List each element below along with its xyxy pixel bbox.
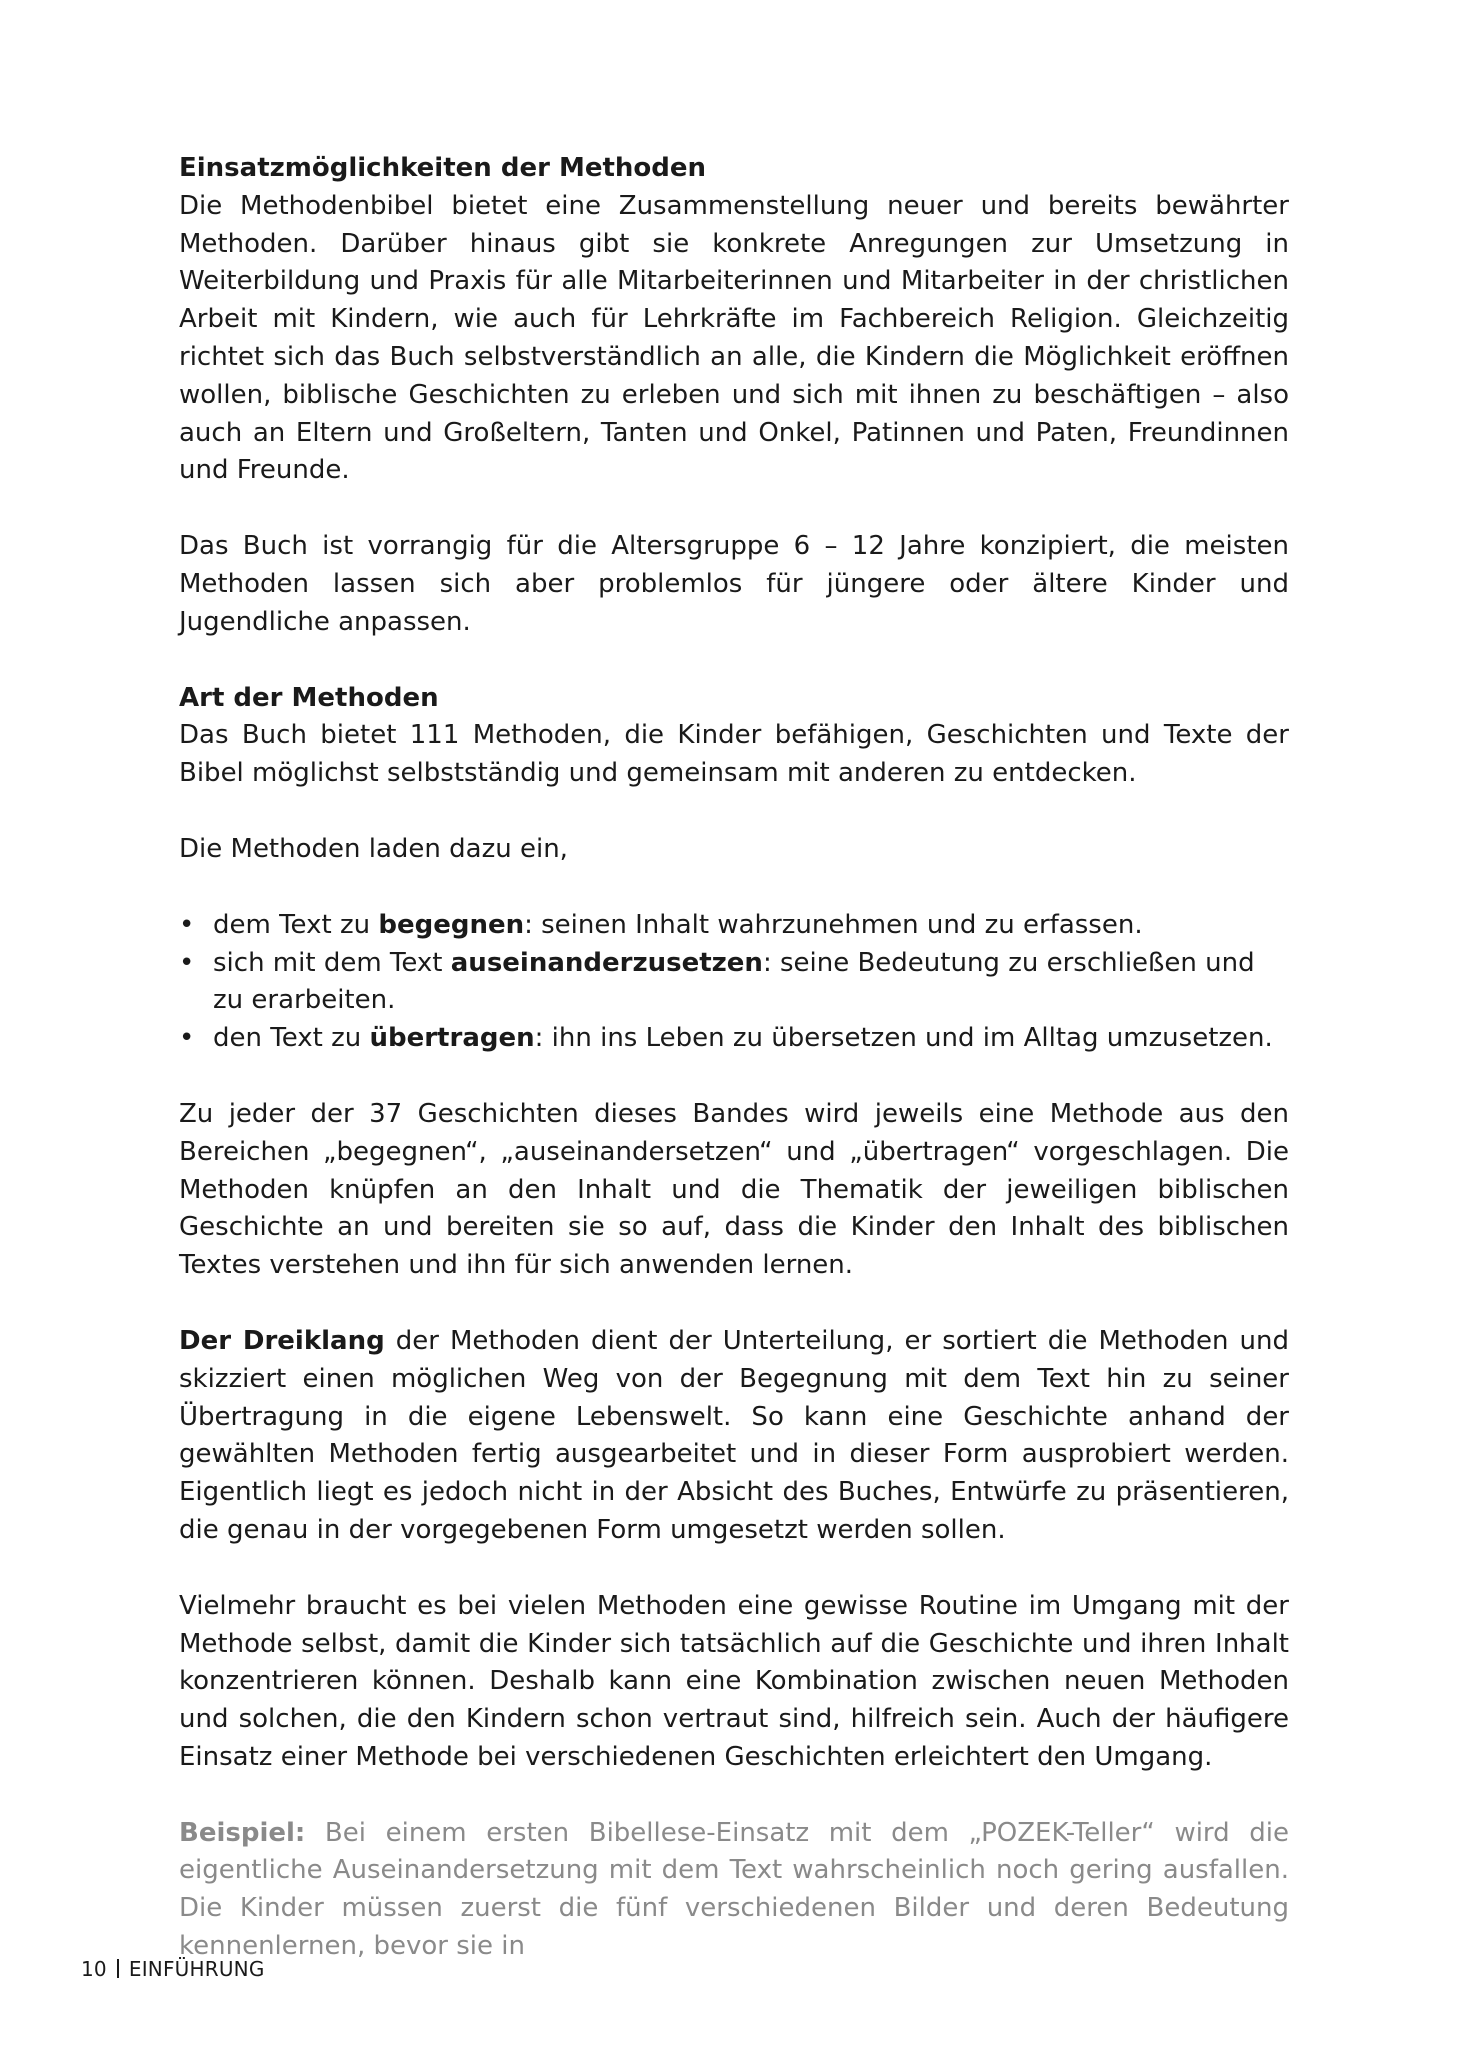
paragraph-routine: Vielmehr braucht es bei vielen Methoden eine gewisse Routine im Umgang mit der Methode selbst, damit die Kinder sich tatsächlich auf die Geschichte und ihren Inhalt konzentrieren können. Deshalb kann eine Kombination zwischen neuen Methoden und solchen, die den Kindern schon vertraut sind, hilfreich sein. Auch der häufigere Einsatz einer Methode bei verschiedenen Geschichten erleichtert den Umgang. bbox=[179, 1590, 1289, 1772]
spacer bbox=[179, 1550, 1289, 1588]
section-heading-art-der-methoden: Art der Methoden bbox=[179, 682, 439, 713]
bullet-text-before: dem Text zu bbox=[213, 909, 379, 940]
spacer bbox=[179, 1777, 1289, 1815]
keyword-auseinanderzusetzen: auseinanderzusetzen bbox=[450, 947, 763, 978]
bullet-text-before: sich mit dem Text bbox=[213, 947, 451, 978]
keyword-begegnen: begegnen bbox=[378, 909, 525, 940]
spacer bbox=[179, 869, 1289, 907]
footer-separator bbox=[117, 1959, 119, 1978]
paragraph-beispiel bbox=[179, 1815, 1289, 1966]
paragraph-dreiklang bbox=[179, 1323, 1289, 1550]
keyword-beispiel: Beispiel: bbox=[179, 1817, 306, 1848]
page-number: 10 bbox=[81, 1957, 107, 1981]
bullet-item-auseinandersetzen bbox=[179, 945, 1289, 1021]
bullet-icon: • bbox=[179, 947, 195, 978]
section-heading-einsatzmoeglichkeiten: Einsatzmöglichkeiten der Methoden bbox=[179, 153, 707, 183]
paragraph-111-methoden: Das Buch bietet 111 Methoden, die Kinder befähigen, Geschichten und Texte der Bibel möglichst selbstständig und gemeinsam mit anderen zu entdecken. bbox=[179, 720, 1289, 789]
bullet-icon: • bbox=[179, 909, 195, 940]
bullet-text-before: den Text zu bbox=[213, 1023, 370, 1054]
spacer bbox=[179, 490, 1289, 528]
keyword-der-dreiklang: Der Dreiklang bbox=[179, 1325, 385, 1356]
page-content bbox=[179, 150, 1289, 1966]
bullet-text-after: : seinen Inhalt wahrzunehmen und zu erfassen. bbox=[524, 909, 1143, 940]
spacer bbox=[179, 1058, 1289, 1096]
bullet-text-after: : seine Bedeutung zu erschließen und zu erarbeiten. bbox=[213, 947, 1255, 1016]
beispiel-text: Bei einem ersten Bibellese-Einsatz mit dem „POZEK-Teller“ wird die eigentliche Auseinandersetzung mit dem Text wahrscheinlich noch gering ausfallen. Die Kinder müssen zuerst die fünf verschiedenen Bilder und deren Bedeutung kennenlernen, bevor sie in bbox=[179, 1817, 1289, 1962]
bullet-item-begegnen bbox=[179, 907, 1289, 945]
paragraph-37-geschichten: Zu jeder der 37 Geschichten dieses Bandes wird jeweils eine Methode aus den Bereichen „begegnen“, „auseinandersetzen“ und „übertragen“ vorgeschlagen. Die Methoden knüpfen an den Inhalt und die Thematik der jeweiligen biblischen Geschichte an und bereiten sie so auf, dass die Kinder den Inhalt des biblischen Textes verstehen und ihn für sich anwenden lernen. bbox=[179, 1098, 1289, 1281]
bullet-list-dreiklang bbox=[179, 907, 1289, 1058]
bullet-text-after: : ihn ins Leben zu übersetzen und im Alltag umzusetzen. bbox=[534, 1023, 1273, 1054]
bullet-icon: • bbox=[179, 1023, 195, 1054]
keyword-uebertragen: übertragen bbox=[369, 1023, 535, 1054]
bullet-item-uebertragen bbox=[179, 1020, 1289, 1058]
spacer bbox=[179, 1285, 1289, 1323]
footer-section-title: EINFÜHRUNG bbox=[128, 1957, 265, 1981]
paragraph-intro-einladung: Die Methoden laden dazu ein, bbox=[179, 833, 568, 864]
paragraph-altersgruppe: Das Buch ist vorrangig für die Altersgruppe 6 – 12 Jahre konzipiert, die meisten Methoden lassen sich aber problemlos für jüngere oder ältere Kinder und Jugendliche anpassen. bbox=[179, 531, 1289, 637]
paragraph-methodenbibel: Die Methodenbibel bietet eine Zusammenstellung neuer und bereits bewährter Methoden. Darüber hinaus gibt sie konkrete Anregungen zur Umsetzung in Weiterbildung und Praxis für alle Mitarbeiterinnen und Mitarbeiter in der christlichen Arbeit mit Kindern, wie auch für Lehrkräfte im Fachbereich Religion. Gleichzeitig richtet sich das Buch selbstverständlich an alle, die Kindern die Möglichkeit eröffnen wollen, biblische Geschichten zu erleben und sich mit ihnen zu beschäftigen – also auch an Eltern und Großeltern, Tanten und Onkel, Patinnen und Paten, Freundinnen und Freunde. bbox=[179, 190, 1289, 486]
page-footer bbox=[81, 1957, 265, 1981]
spacer bbox=[179, 642, 1289, 680]
dreiklang-text: der Methoden dient der Unterteilung, er sortiert die Methoden und skizziert einen möglichen Weg von der Begegnung mit dem Text hin zu seiner Übertragung in die eigene Lebenswelt. So kann eine Geschichte anhand der gewählten Methoden fertig ausgearbeitet und in dieser Form ausprobiert werden. Eigentlich liegt es jedoch nicht in der Absicht des Buches, Entwürfe zu präsentieren, die genau in der vorgegebenen Form umgesetzt werden sollen. bbox=[179, 1325, 1289, 1545]
spacer bbox=[179, 793, 1289, 831]
